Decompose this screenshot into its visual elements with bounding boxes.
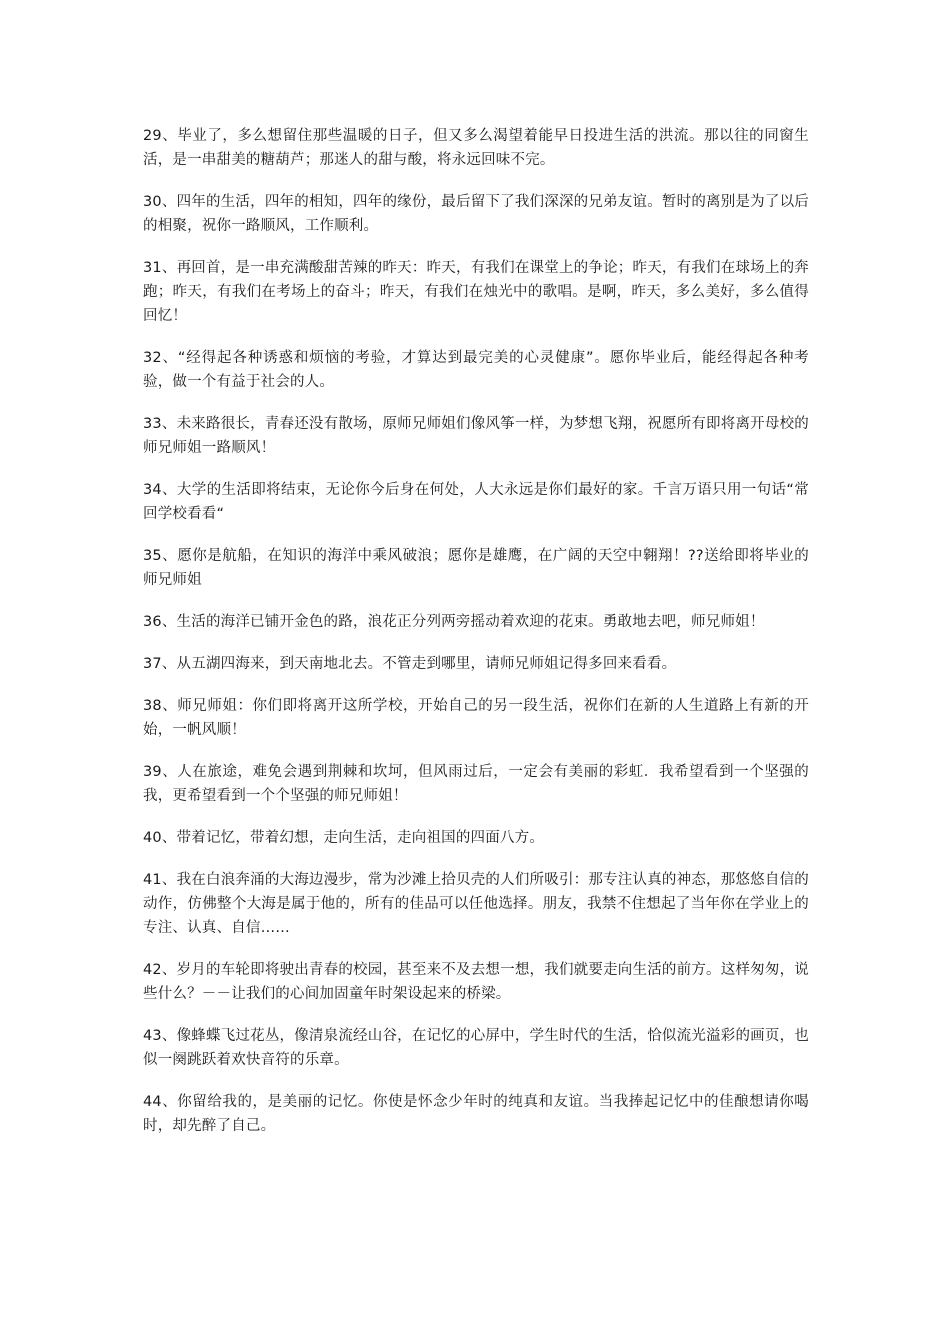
paragraph-34: 34、大学的生活即将结束，无论你今后身在何处，人大永远是你们最好的家。千言万语只用一句话“常回学校看看“ xyxy=(143,482,809,522)
paragraph-43: 43、像蜂蝶飞过花丛，像清泉流经山谷，在记忆的心屏中，学生时代的生活，恰似流光溢彩的画页，也似一阕跳跃着欢快音符的乐章。 xyxy=(143,1028,809,1068)
paragraph-32: 32、“经得起各种诱惑和烦恼的考验，才算达到最完美的心灵健康”。愿你毕业后，能经得起各种考验，做一个有益于社会的人。 xyxy=(143,350,809,390)
paragraph-29: 29、毕业了，多么想留住那些温暖的日子，但又多么渴望着能早日投进生活的洪流。那以往的同窗生活，是一串甜美的糖葫芦；那迷人的甜与酸，将永远回味不完。 xyxy=(143,128,809,168)
paragraph-33: 33、未来路很长，青春还没有散场，原师兄师姐们像风筝一样，为梦想飞翔，祝愿所有即将离开母校的师兄师姐一路顺风！ xyxy=(143,416,809,456)
document-page xyxy=(143,124,809,1156)
paragraph-38: 38、师兄师姐：你们即将离开这所学校，开始自己的另一段生活，祝你们在新的人生道路上有新的开始，一帆风顺！ xyxy=(143,698,809,738)
paragraph-40: 40、带着记忆，带着幻想，走向生活，走向祖国的四面八方。 xyxy=(143,830,545,846)
paragraph-35: 35、愿你是航船，在知识的海洋中乘风破浪；愿你是雄鹰，在广阔的天空中翱翔！??送给即将毕业的师兄师姐 xyxy=(143,548,809,588)
paragraph-37: 37、从五湖四海来，到天南地北去。不管走到哪里，请师兄师姐记得多回来看看。 xyxy=(143,656,677,672)
paragraph-36: 36、生活的海洋已铺开金色的路，浪花正分列两旁摇动着欢迎的花束。勇敢地去吧，师兄师姐！ xyxy=(143,614,765,630)
paragraph-39: 39、人在旅途，难免会遇到荆棘和坎坷，但风雨过后，一定会有美丽的彩虹．我希望看到一个坚强的我，更希望看到一个个坚强的师兄师姐！ xyxy=(143,764,809,804)
paragraph-41: 41、我在白浪奔涌的大海边漫步，常为沙滩上拾贝壳的人们所吸引：那专注认真的神态，那悠悠自信的动作，仿佛整个大海是属于他的，所有的佳品可以任他选择。朋友，我禁不住想起了当年你在学业上的专注、认真、自信…… xyxy=(143,872,809,936)
paragraph-31: 31、再回首，是一串充满酸甜苦辣的昨天：昨天，有我们在课堂上的争论；昨天，有我们在球场上的奔跑；昨天，有我们在考场上的奋斗；昨天，有我们在烛光中的歌唱。是啊，昨天，多么美好，多么值得回忆！ xyxy=(143,260,809,324)
paragraph-42: 42、岁月的车轮即将驶出青春的校园，甚至来不及去想一想，我们就要走向生活的前方。这样匆匆，说些什么？－－让我们的心间加固童年时架设起来的桥梁。 xyxy=(143,962,809,1002)
paragraph-30: 30、四年的生活，四年的相知，四年的缘份，最后留下了我们深深的兄弟友谊。暂时的离别是为了以后的相聚，祝你一路顺风，工作顺利。 xyxy=(143,194,809,234)
paragraph-44: 44、你留给我的，是美丽的记忆。你使是怀念少年时的纯真和友谊。当我捧起记忆中的佳酿想请你喝时，却先醉了自己。 xyxy=(143,1094,809,1134)
